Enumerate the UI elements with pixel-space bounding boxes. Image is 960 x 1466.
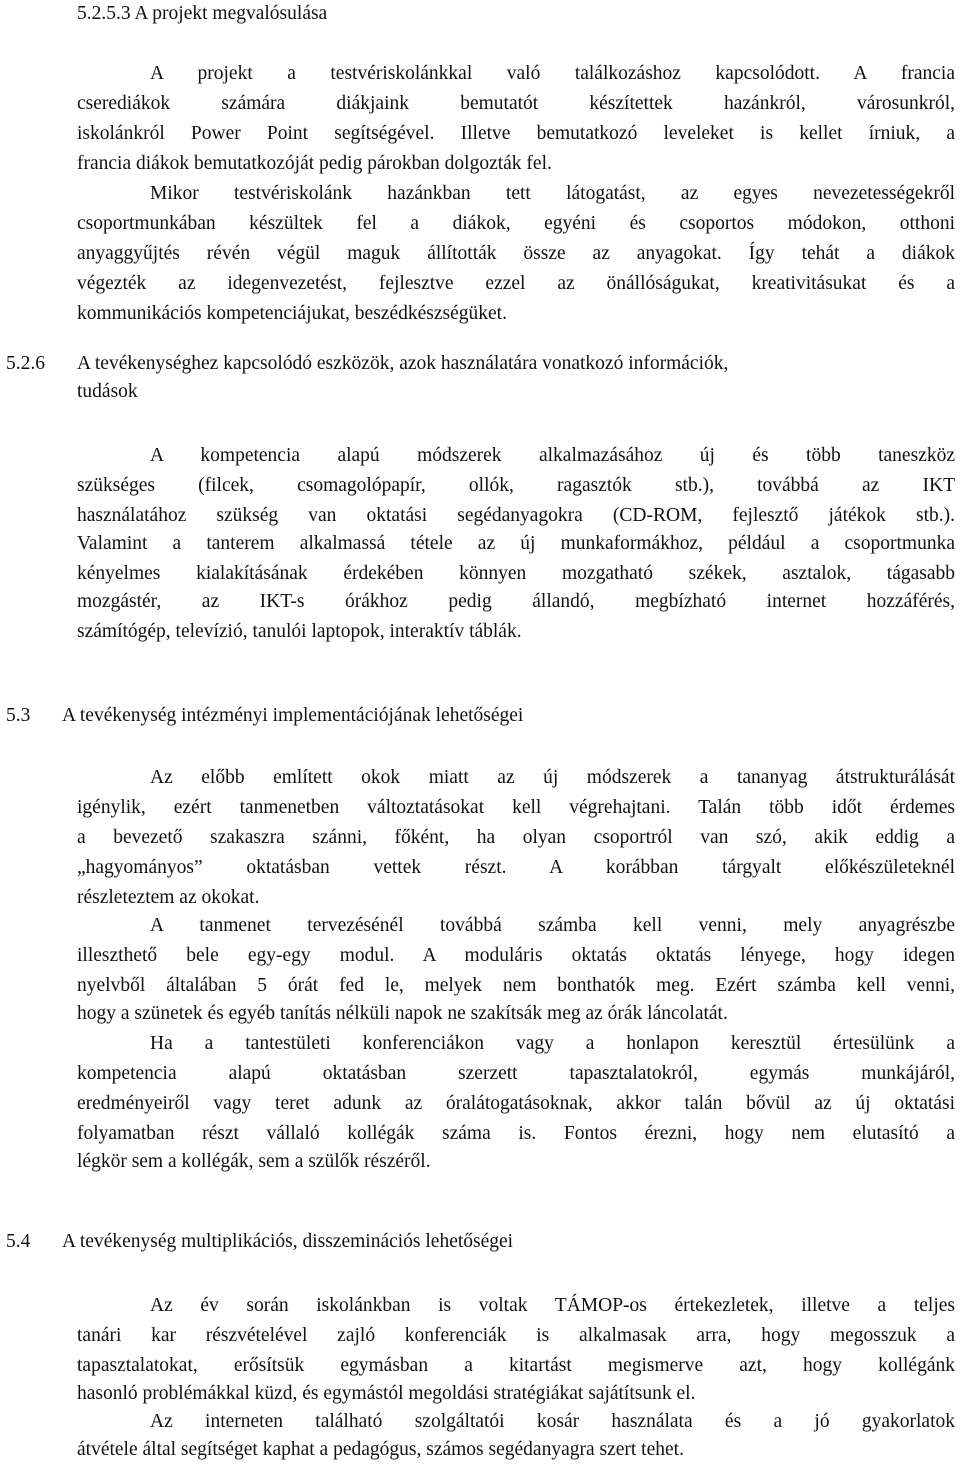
paragraph-line: kommunikációs kompetenciájukat, beszédkészségüket. (77, 303, 507, 324)
paragraph-line: cserediákok számára diákjaink bemutatót készítettek hazánkról, városunkról, (77, 93, 955, 114)
section-number-54: 5.4 (6, 1231, 31, 1252)
paragraph-line: igénylik, ezért tanmenetben változtatásokat kell végrehajtani. Talán több időt érdemes (77, 797, 955, 818)
paragraph-line: Az év során iskolánkban is voltak TÁMOP-os értekezletek, illetve a teljes (150, 1295, 955, 1316)
paragraph-line: kompetencia alapú oktatásban szerzett tapasztalatokról, egymás munkájáról, (77, 1063, 955, 1084)
section-heading-54: A tevékenység multiplikációs, disszeminációs lehetőségei (62, 1231, 514, 1252)
section-number-526: 5.2.6 (6, 353, 45, 374)
paragraph-line: Mikor testvériskolánk hazánkban tett látogatást, az egyes nevezetességekről (150, 183, 955, 204)
paragraph-line: szükséges (filcek, csomagolópapír, ollók, ragasztók stb.), továbbá az IKT (77, 475, 955, 496)
paragraph-line: hasonló problémákkal küzd, és egymástól megoldási stratégiákat sajátítsunk el. (77, 1383, 696, 1404)
paragraph-line: Az interneten található szolgáltatói kosár használata és a jó gyakorlatok (150, 1411, 955, 1432)
paragraph-line: iskolánkról Power Point segítségével. Illetve bemutatkozó leveleket is kellet írniuk, a (77, 123, 955, 144)
paragraph-line: légkör sem a kollégák, sem a szülők részéről. (77, 1151, 431, 1172)
paragraph-line: végezték az idegenvezetést, fejlesztve ezzel az önállóságukat, kreativitásukat és a (77, 273, 955, 294)
paragraph-line: számítógép, televízió, tanulói laptopok, interaktív táblák. (77, 621, 522, 642)
paragraph-line: francia diákok bemutatkozóját pedig párokban dolgozták fel. (77, 153, 552, 174)
section-heading-5253: 5.2.5.3 A projekt megvalósulása (77, 3, 328, 24)
paragraph-line: mozgástér, az IKT-s órákhoz pedig állandó, megbízható internet hozzáférés, (77, 591, 955, 612)
paragraph-line: anyaggyűjtés révén végül maguk állították össze az anyagokat. Így tehát a diákok (77, 243, 955, 264)
paragraph-line: Ha a tantestületi konferenciákon vagy a honlapon keresztül értesülünk a (150, 1033, 955, 1054)
paragraph-line: A projekt a testvériskolánkkal való találkozáshoz kapcsolódott. A francia (150, 63, 955, 84)
paragraph-line: A tanmenet tervezésénél továbbá számba kell venni, mely anyagrészbe (150, 915, 955, 936)
section-heading-526: A tevékenységhez kapcsolódó eszközök, azok használatára vonatkozó információk, (77, 353, 729, 374)
paragraph-line: tapasztalatokat, erősítsük egymásban a kitartást megismerve azt, hogy kollégánk (77, 1355, 955, 1376)
paragraph-line: nyelvből általában 5 órát fed le, melyek nem bonthatók meg. Ezért számba kell venni, (77, 975, 955, 996)
paragraph-line: hogy a szünetek és egyéb tanítás nélküli napok ne szakítsák meg az órák láncolatát. (77, 1003, 728, 1024)
paragraph-line: illeszthető bele egy-egy modul. A moduláris oktatás oktatás lényege, hogy idegen (77, 945, 955, 966)
paragraph-line: Valamint a tanterem alkalmassá tétele az új munkaformákhoz, például a csoportmunka (77, 533, 955, 554)
paragraph-line: kényelmes kialakításának érdekében könnyen mozgatható székek, asztalok, tágasabb (77, 563, 955, 584)
paragraph-line: eredményeiről vagy teret adunk az óralátogatásoknak, akkor talán bővül az új oktatási (77, 1093, 955, 1114)
paragraph-line: folyamatban részt vállaló kollégák száma is. Fontos érezni, hogy nem elutasító a (77, 1123, 955, 1144)
paragraph-line: átvétele által segítséget kaphat a pedagógus, számos segédanyagra szert tehet. (77, 1439, 684, 1460)
paragraph-line: használatához szükség van oktatási segédanyagokra (CD-ROM, fejlesztő játékok stb.). (77, 505, 955, 526)
paragraph-line: tanári kar részvételével zajló konferenciák is alkalmasak arra, hogy megosszuk a (77, 1325, 955, 1346)
section-heading-526-cont: tudások (77, 381, 138, 402)
paragraph-line: A kompetencia alapú módszerek alkalmazásához új és több taneszköz (150, 445, 955, 466)
paragraph-line: Az előbb említett okok miatt az új módszerek a tananyag átstrukturálását (150, 767, 955, 788)
paragraph-line: „hagyományos” oktatásban vettek részt. A korábban tárgyalt előkészületeknél (77, 857, 955, 878)
section-heading-53: A tevékenység intézményi implementációjának lehetőségei (62, 705, 524, 726)
paragraph-line: csoportmunkában készültek fel a diákok, egyéni és csoportos módokon, otthoni (77, 213, 955, 234)
paragraph-line: a bevezető szakaszra szánni, főként, ha olyan csoportról van szó, akik eddig a (77, 827, 955, 848)
paragraph-line: részleteztem az okokat. (77, 887, 260, 908)
section-number-53: 5.3 (6, 705, 31, 726)
